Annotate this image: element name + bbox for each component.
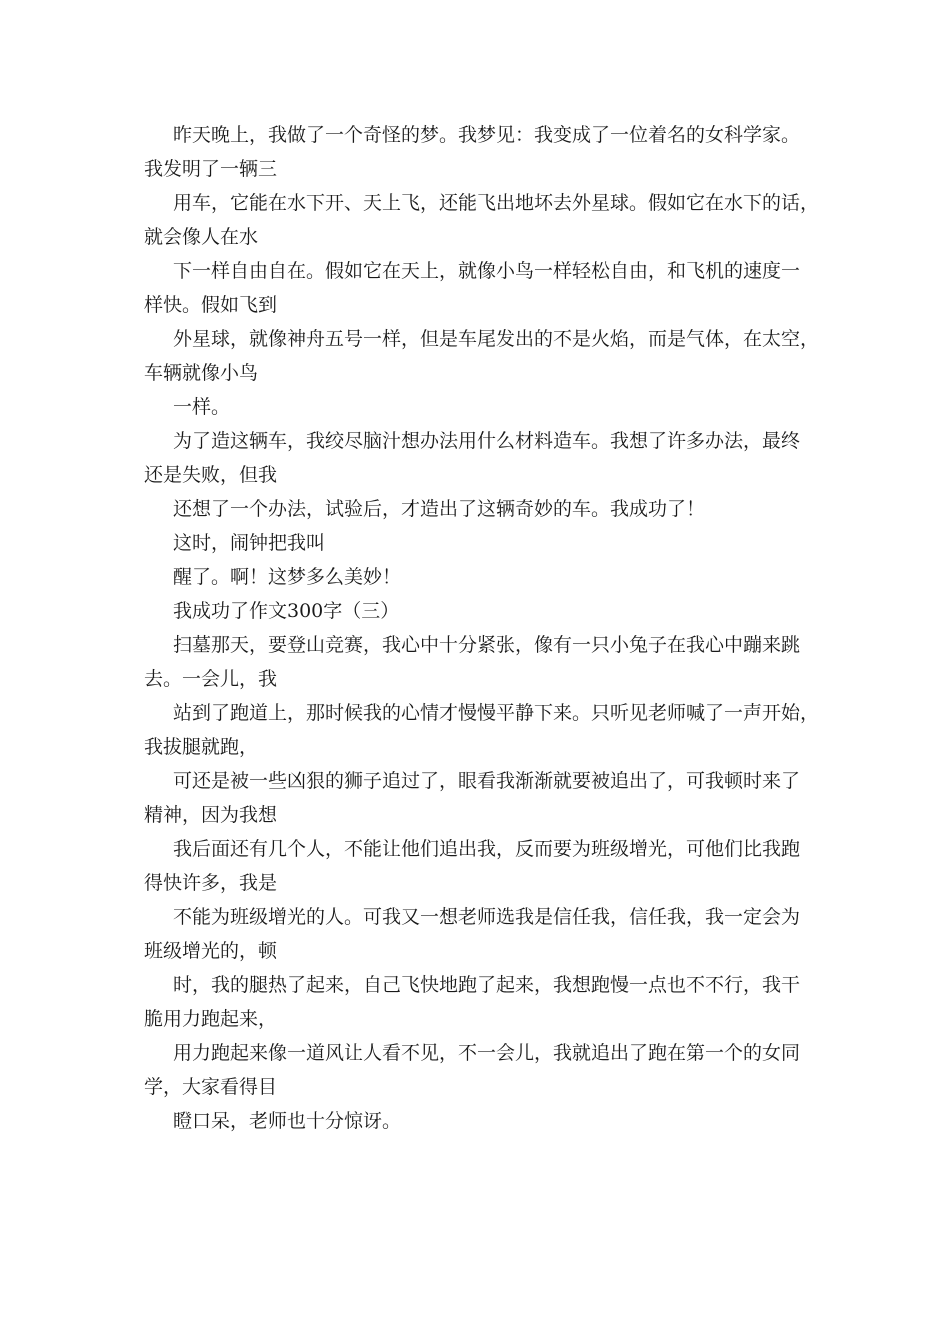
paragraph-first-line: 瞪口呆，老师也十分惊讶。 (173, 1110, 402, 1132)
paragraph-continuation: 去。一会儿，我 (144, 668, 278, 690)
paragraph-first-line: 外星球，就像神舟五号一样，但是车尾发出的不是火焰，而是气体，在太空， (173, 328, 820, 350)
essay-body (144, 118, 824, 1138)
paragraph-continuation: 我发明了一辆三 (144, 158, 278, 180)
paragraph-continuation: 得快许多，我是 (144, 872, 278, 894)
paragraph-4 (144, 322, 824, 390)
paragraph-continuation: 样快。假如飞到 (144, 294, 278, 316)
paragraph-2 (144, 186, 824, 254)
paragraph-continuation: 脆用力跑起来， (144, 1008, 278, 1030)
paragraph-first-line: 醒了。啊！这梦多么美妙！ (173, 566, 402, 588)
paragraph-first-line: 站到了跑道上，那时候我的心情才慢慢平静下来。只听见老师喊了一声开始， (173, 702, 820, 724)
paragraph-continuation: 还是失败，但我 (144, 464, 278, 486)
paragraph-first-line: 可还是被一些凶狠的狮子追过了，眼看我渐渐就要被追出了，可我顿时来了 (173, 770, 801, 792)
paragraph-first-line: 我成功了作文300字（三） (173, 600, 400, 622)
paragraph-17 (144, 1036, 824, 1104)
paragraph-11 (144, 628, 824, 696)
paragraph-first-line: 用力跑起来像一道风让人看不见，不一会儿，我就追出了跑在第一个的女同 (173, 1042, 801, 1064)
paragraph-first-line: 用车，它能在水下开、天上飞，还能飞出地坏去外星球。假如它在水下的话， (173, 192, 820, 214)
paragraph-9 (144, 560, 824, 594)
paragraph-16 (144, 968, 824, 1036)
paragraph-5 (144, 390, 824, 424)
paragraph-continuation: 就会像人在水 (144, 226, 259, 248)
paragraph-continuation: 精神，因为我想 (144, 804, 278, 826)
paragraph-first-line: 昨天晚上，我做了一个奇怪的梦。我梦见：我变成了一位着名的女科学家。 (173, 124, 801, 146)
paragraph-first-line: 扫墓那天，要登山竞赛，我心中十分紧张，像有一只小兔子在我心中蹦来跳 (173, 634, 801, 656)
paragraph-first-line: 还想了一个办法，试验后，才造出了这辆奇妙的车。我成功了！ (173, 498, 706, 520)
paragraph-first-line: 不能为班级增光的人。可我又一想老师选我是信任我，信任我，我一定会为 (173, 906, 801, 928)
paragraph-first-line: 一样。 (173, 396, 231, 418)
paragraph-continuation: 我拔腿就跑， (144, 736, 259, 758)
paragraph-12 (144, 696, 824, 764)
paragraph-first-line: 我后面还有几个人，不能让他们追出我，反而要为班级增光，可他们比我跑 (173, 838, 801, 860)
paragraph-3 (144, 254, 824, 322)
paragraph-first-line: 时，我的腿热了起来，自己飞快地跑了起来，我想跑慢一点也不不行，我干 (173, 974, 801, 996)
paragraph-continuation: 车辆就像小鸟 (144, 362, 259, 384)
paragraph-first-line: 这时，闹钟把我叫 (173, 532, 326, 554)
paragraph-18 (144, 1104, 824, 1138)
section-heading (144, 594, 824, 628)
paragraph-first-line: 下一样自由自在。假如它在天上，就像小鸟一样轻松自由，和飞机的速度一 (173, 260, 801, 282)
paragraph-13 (144, 764, 824, 832)
paragraph-first-line: 为了造这辆车，我绞尽脑汁想办法用什么材料造车。我想了许多办法，最终 (173, 430, 801, 452)
paragraph-continuation: 班级增光的，顿 (144, 940, 278, 962)
paragraph-14 (144, 832, 824, 900)
paragraph-7 (144, 492, 824, 526)
paragraph-15 (144, 900, 824, 968)
paragraph-6 (144, 424, 824, 492)
paragraph-8 (144, 526, 824, 560)
paragraph-continuation: 学，大家看得目 (144, 1076, 278, 1098)
paragraph-1 (144, 118, 824, 186)
